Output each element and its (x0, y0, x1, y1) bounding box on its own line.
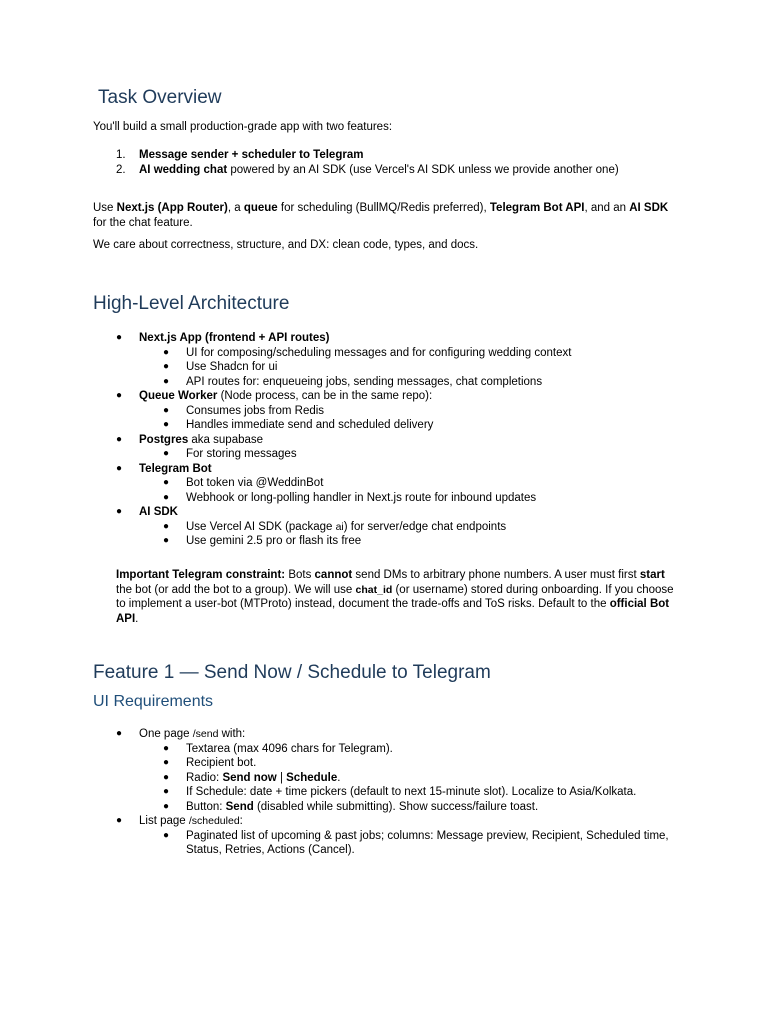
ui-requirements-list (116, 727, 676, 858)
feature-item-1: 1. Message sender + scheduler to Telegram (116, 149, 364, 161)
feature1-heading: Feature 1 — Send Now / Schedule to Telegram (93, 662, 491, 683)
arch-subitem: ● Consumes jobs from Redis (163, 404, 325, 417)
arch-subitem: ● Bot token via @WeddinBot (163, 477, 324, 489)
ui-subitem: ● Recipient bot. (163, 757, 257, 769)
arch-subitem: ● API routes for: enqueueing jobs, sending messages, chat completions (163, 375, 543, 388)
arch-item-postgres: ● Postgres aka supabase (116, 433, 264, 446)
task-overview-heading: Task Overview (98, 87, 222, 108)
architecture-list (116, 331, 571, 549)
feature-1-title: Message sender + scheduler to Telegram (139, 149, 364, 161)
arch-item-aisdk: ● AI SDK (116, 506, 178, 518)
overview-intro: You'll build a small production-grade app with two features: (93, 121, 393, 133)
arch-subitem: ● Use Shadcn for ui (163, 361, 278, 373)
stack-paragraph: Use Next.js (App Router), a queue for scheduling (BullMQ/Redis preferred), Telegram Bot API, and an AI SDK for the chat feature. (93, 202, 669, 229)
arch-item-worker: ● Queue Worker (Node process, can be in the same repo): (116, 390, 433, 402)
ui-subitem: ● Button: Send (disabled while submitting). Show success/failure toast. (163, 800, 539, 813)
arch-subitem: ● Use gemini 2.5 pro or flash its free (163, 535, 362, 547)
ui-item-scheduled-page: ● List page /scheduled: (116, 815, 243, 827)
ui-subitem: ● Textarea (max 4096 chars for Telegram). (163, 742, 393, 755)
feature-2-title: AI wedding chat (139, 164, 228, 176)
ui-item-send-page: ● One page /send with: (116, 728, 246, 740)
arch-subitem: ● Use Vercel AI SDK (package ai) for server/edge chat endpoints (163, 520, 507, 533)
ui-subitem: ● Radio: Send now | Schedule. (163, 771, 341, 784)
arch-subitem: ● UI for composing/scheduling messages and for configuring wedding context (163, 346, 572, 359)
arch-item-telegram: ● Telegram Bot (116, 462, 212, 475)
arch-item-nextjs: ● Next.js App (frontend + API routes) (116, 332, 330, 344)
arch-subitem: ● For storing messages (163, 448, 297, 460)
telegram-constraint-paragraph: Important Telegram constraint: Bots cannot send DMs to arbitrary phone numbers. A user must first start the bot (or add the bot to a group). We will use chat_id (or username) stored during onboarding. If you choose to implement a user-bot (MTProto) instead, document the trade-offs and ToS risks. Default to the official Bot API. (116, 569, 674, 625)
ui-requirements-heading: UI Requirements (93, 693, 214, 710)
ui-subitem: ● If Schedule: date + time pickers (default to next 15-minute slot). Localize to Asia/Kolkata. (163, 786, 637, 798)
feature-item-2: 2. AI wedding chat powered by an AI SDK (use Vercel's AI SDK unless we provide another one) (116, 164, 619, 176)
care-paragraph: We care about correctness, structure, and DX: clean code, types, and docs. (93, 239, 479, 251)
ui-subitem: ● Paginated list of upcoming & past jobs; columns: Message preview, Recipient, Scheduled time, Status, Retries, Actions (Cancel). (163, 829, 669, 856)
arch-subitem: ● Webhook or long-polling handler in Next.js route for inbound updates (163, 491, 537, 504)
architecture-heading: High-Level Architecture (93, 293, 290, 314)
arch-subitem: ● Handles immediate send and scheduled delivery (163, 419, 434, 431)
features-list (116, 148, 619, 178)
